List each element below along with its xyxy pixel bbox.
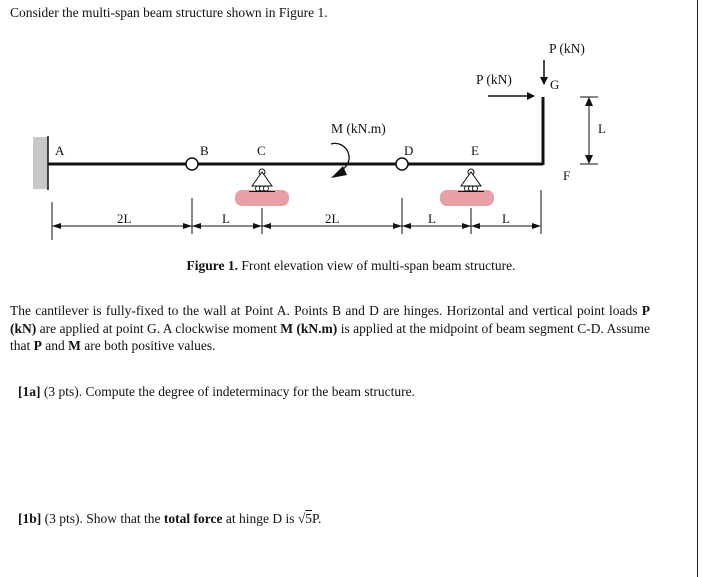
para-text-3: is applied at the midpoint of beam segment C-D. Assume that bbox=[10, 320, 650, 353]
para-bold-P2: P bbox=[33, 338, 42, 353]
hinge-D bbox=[396, 158, 408, 170]
label-M: M (kN.m) bbox=[331, 121, 386, 136]
para-bold-M2: M bbox=[68, 338, 81, 353]
caption-label: Figure 1. bbox=[186, 258, 239, 273]
sqrt-radicand: 5 bbox=[305, 511, 313, 526]
label-E: E bbox=[471, 143, 479, 158]
q1b-text-pre: (3 pts). Show that the bbox=[41, 511, 164, 526]
question-1a bbox=[18, 383, 415, 401]
dim-label-AB: 2L bbox=[117, 211, 132, 226]
label-P-horizontal: P (kN) bbox=[476, 72, 512, 87]
dim-label-CD: 2L bbox=[325, 211, 340, 226]
label-P-vertical: P (kN) bbox=[549, 41, 585, 56]
question-1b bbox=[18, 510, 321, 528]
q1b-tag: [1b] bbox=[18, 511, 42, 526]
label-D: D bbox=[404, 143, 414, 158]
hinge-B bbox=[186, 158, 198, 170]
q1b-tail: P. bbox=[312, 511, 322, 526]
para-text-1: The cantilever is fully-fixed to the wall at Point A. Points B and D are hinges. Horizontal and vertical point loads bbox=[10, 303, 642, 318]
label-B: B bbox=[200, 143, 209, 158]
dimension-vertical-L bbox=[580, 97, 598, 164]
roller-support-E bbox=[440, 169, 494, 206]
label-C: C bbox=[257, 143, 266, 158]
figure-caption bbox=[0, 258, 702, 274]
label-G: G bbox=[550, 77, 560, 92]
para-bold-M: M (kN.m) bbox=[280, 320, 338, 336]
q1b-text-post: at hinge D is bbox=[222, 511, 298, 526]
description-paragraph bbox=[10, 302, 650, 355]
roller-support-C bbox=[235, 169, 289, 206]
dim-label-BC: L bbox=[222, 211, 230, 226]
dim-label-DE: L bbox=[428, 211, 436, 226]
para-bold-P: P (kN) bbox=[10, 303, 650, 336]
para-text-5: are both positive values. bbox=[80, 338, 216, 353]
q1b-bold-total-force: total force bbox=[163, 511, 223, 526]
label-A: A bbox=[55, 143, 65, 158]
label-F: F bbox=[563, 168, 571, 183]
intro-text: Consider the multi-span beam structure shown in Figure 1. bbox=[10, 5, 328, 20]
moment-M-arrow bbox=[331, 143, 349, 178]
caption-text: Front elevation view of multi-span beam structure. bbox=[238, 258, 516, 273]
para-text-2: are applied at point G. A clockwise moment bbox=[36, 320, 281, 336]
dim-label-EF: L bbox=[502, 211, 510, 226]
para-text-4: and bbox=[41, 338, 69, 353]
label-L-vertical: L bbox=[598, 121, 606, 136]
q1a-text: (3 pts). Compute the degree of indeterminacy for the beam structure. bbox=[40, 384, 415, 399]
sqrt-sign: √ bbox=[297, 511, 306, 526]
fixed-wall-A bbox=[33, 137, 48, 189]
q1a-tag: [1a] bbox=[18, 384, 41, 399]
